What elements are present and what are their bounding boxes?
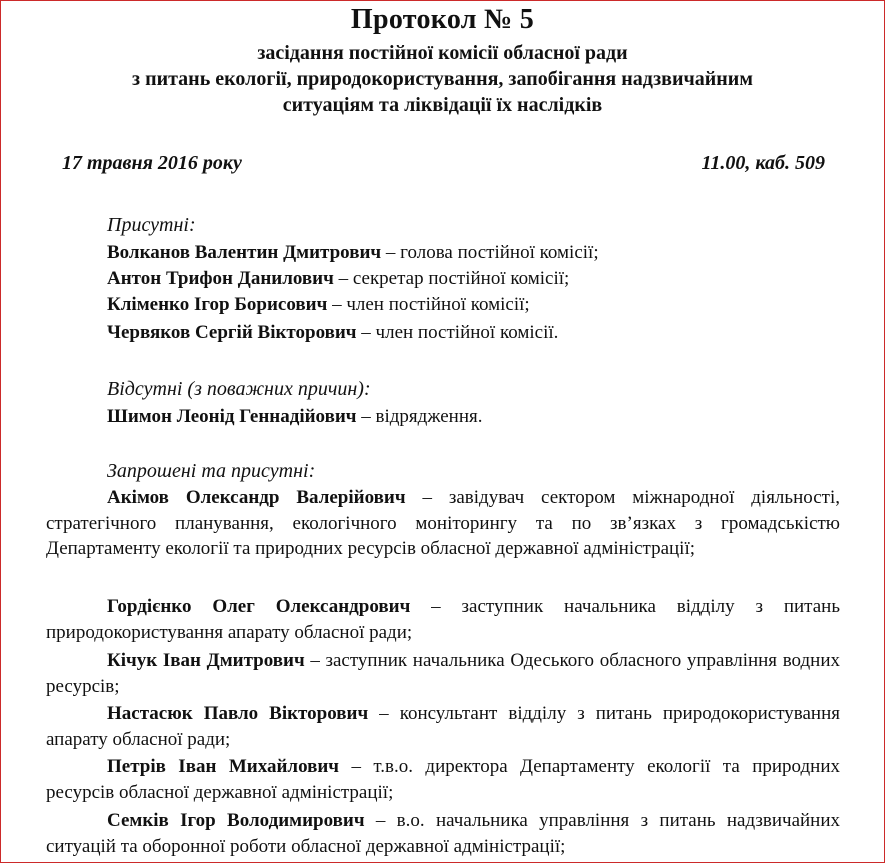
member-name: Шимон Леонід Геннадійович (107, 406, 357, 427)
member-name: Кічук Іван Дмитрович (107, 650, 305, 671)
member-role: – член постійної комісії; (327, 294, 530, 315)
invited-member (46, 594, 840, 645)
member-name: Волканов Валентин Дмитрович (107, 242, 382, 263)
member-role: – секретар постійної комісії; (333, 268, 570, 289)
present-member (107, 240, 599, 266)
protocol-subtitle-line-3: ситуаціям та ліквідації їх наслідків (282, 94, 603, 116)
member-role: – відрядження. (356, 406, 483, 427)
member-name: Семків Ігор Володимирович (107, 810, 365, 831)
present-heading: Присутні: (107, 214, 196, 236)
member-role: – завідувач сектором міжнародної діяльності, стратегічного планування, екологічного моніторингу та по зв’язках з громадськістю Департаменту екології та природних ресурсів обласної державної адміністрації; (46, 487, 840, 559)
meeting-time-place: 11.00, каб. 509 (701, 152, 825, 174)
invited-member (46, 701, 840, 752)
member-role: – т.в.о. директора Департаменту екології та природних ресурсів обласної державної адміністрації; (46, 756, 840, 803)
absent-member (107, 404, 482, 430)
present-member (107, 266, 569, 292)
protocol-subtitle-line-1: засідання постійної комісії обласної ради (257, 42, 628, 64)
member-role: – голова постійної комісії; (381, 242, 599, 263)
member-name: Акімов Олександр Валерійович (107, 487, 406, 508)
absent-heading: Відсутні (з поважних причин): (107, 378, 371, 400)
member-name: Настасюк Павло Вікторович (107, 703, 369, 724)
invited-member (46, 808, 840, 859)
member-role: – консультант відділу з питань природокористування апарату обласної ради; (46, 703, 840, 750)
member-name: Гордієнко Олег Олександрович (107, 596, 411, 617)
member-name: Петрів Іван Михайлович (107, 756, 340, 777)
member-name: Антон Трифон Данилович (107, 268, 334, 289)
present-member (107, 292, 530, 318)
protocol-subtitle-line-2: з питань екології, природокористування, запобігання надзвичайним (132, 68, 753, 90)
invited-heading: Запрошені та присутні: (107, 460, 316, 482)
member-role: – член постійної комісії. (356, 322, 559, 343)
protocol-title: Протокол № 5 (350, 4, 535, 35)
invited-member (46, 485, 840, 562)
member-name: Червяков Сергій Вікторович (107, 322, 357, 343)
invited-member (46, 754, 840, 805)
meeting-date: 17 травня 2016 року (62, 152, 242, 174)
member-role: – заступник начальника відділу з питань природокористування апарату обласної ради; (46, 596, 840, 643)
member-role: – заступник начальника Одеського обласного управління водних ресурсів; (46, 650, 840, 697)
present-member (107, 320, 558, 346)
member-role: – в.о. начальника управління з питань надзвичайних ситуацій та оборонної роботи обласної державної адміністрації; (46, 810, 841, 857)
member-name: Кліменко Ігор Борисович (107, 294, 328, 315)
invited-member (46, 648, 840, 699)
